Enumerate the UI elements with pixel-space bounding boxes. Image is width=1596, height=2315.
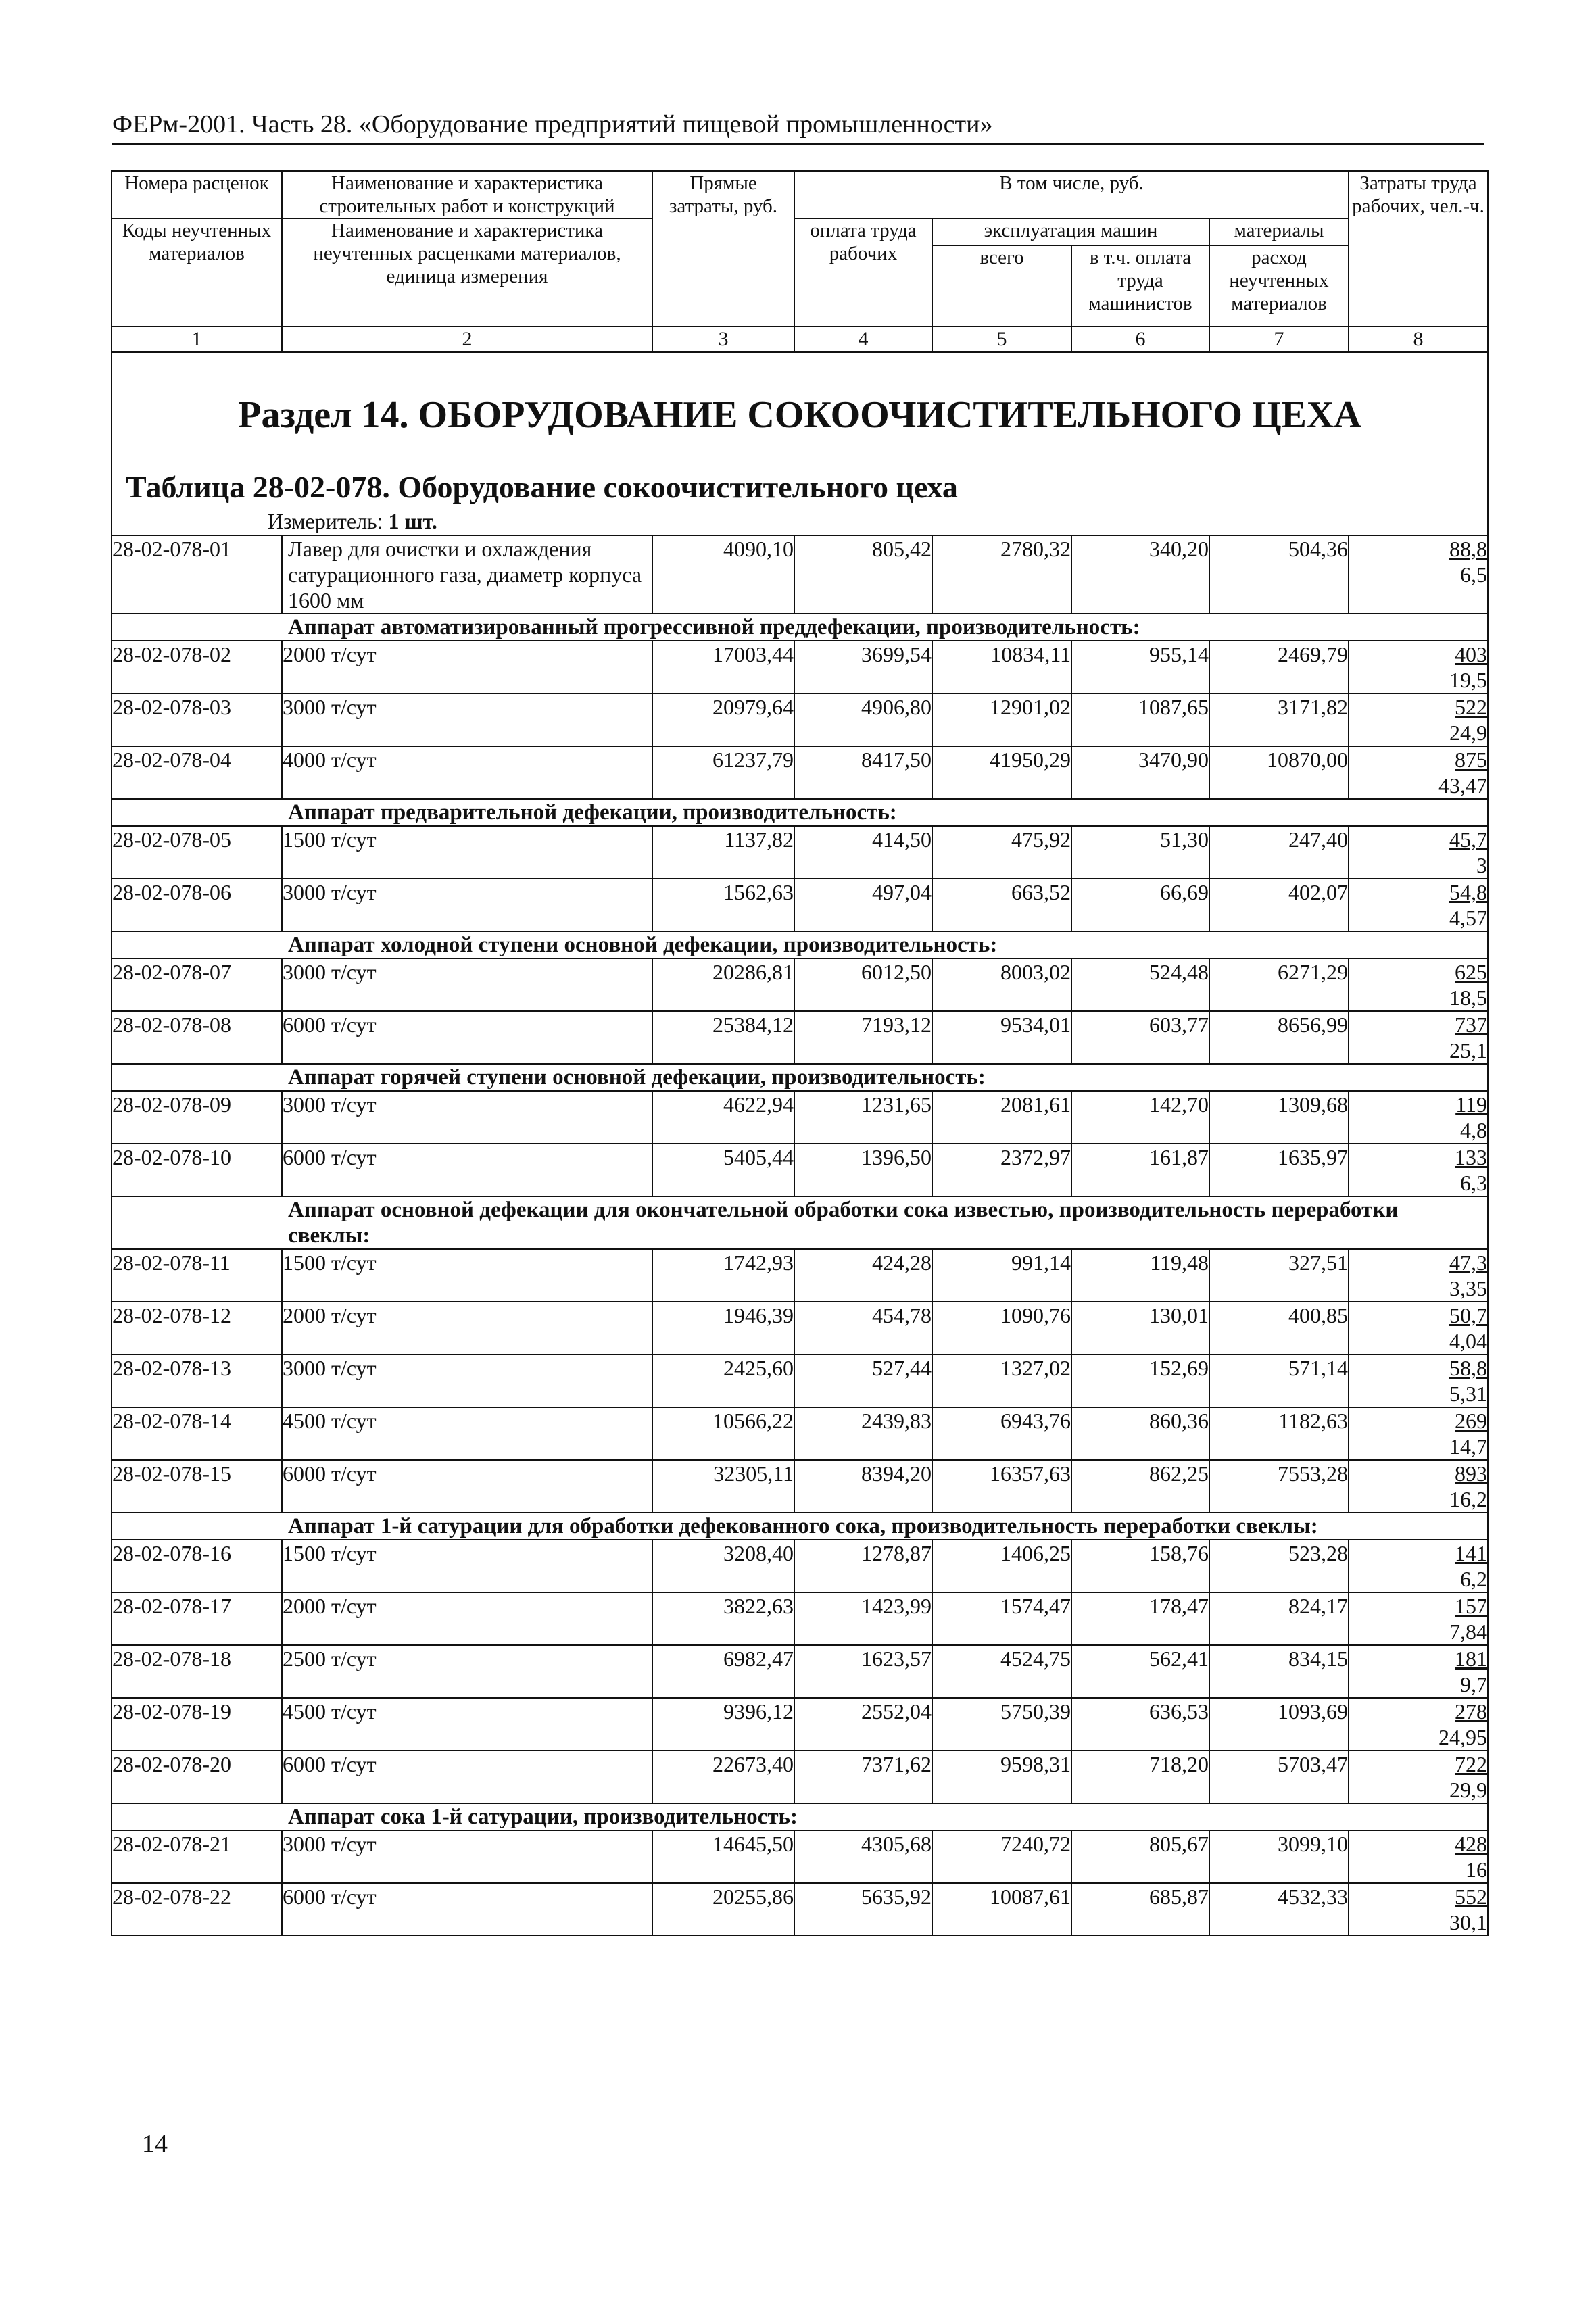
group-caption-row: [112, 1196, 1488, 1249]
table-row: [112, 1460, 1488, 1513]
column-number: 3: [652, 326, 794, 352]
machines-total-value: 2780,32: [932, 535, 1071, 614]
worker-pay-value: 6012,50: [794, 958, 932, 1011]
operator-pay-value: 161,87: [1071, 1144, 1209, 1196]
labor-mass-cell: [1349, 1249, 1488, 1302]
table-row: [112, 1830, 1488, 1883]
page-number: 14: [142, 2130, 168, 2158]
operator-pay-value: 524,48: [1071, 958, 1209, 1011]
labor-mass-cell: [1349, 641, 1488, 693]
worker-pay-value: 2552,04: [794, 1698, 932, 1751]
equipment-mass-value: 7,84: [1449, 1619, 1487, 1644]
table-row: [112, 1355, 1488, 1407]
measure-label: Измеритель:: [268, 509, 383, 533]
header-labor-costs: Затраты труда рабочих, чел.-ч.: [1349, 171, 1488, 326]
equipment-mass-value: 24,9: [1449, 721, 1487, 745]
measure-value: 1 шт.: [388, 509, 437, 533]
table-row: [112, 958, 1488, 1011]
equipment-mass-value: 29,9: [1449, 1778, 1487, 1802]
direct-costs-value: 14645,50: [652, 1830, 794, 1883]
equipment-mass-value: 5,31: [1449, 1382, 1487, 1406]
header-material-name: Наименование и характеристика неучтенных расценками материалов, единица измерения: [282, 218, 652, 326]
labor-hours-value: 269: [1455, 1409, 1487, 1433]
group-caption-cell: [112, 799, 1488, 826]
labor-hours-value: 119: [1455, 1092, 1487, 1117]
rate-code: 28-02-078-09: [112, 1091, 282, 1144]
rate-code: 28-02-078-02: [112, 641, 282, 693]
labor-mass-cell: [1349, 1540, 1488, 1592]
operator-pay-value: 562,41: [1071, 1645, 1209, 1698]
materials-value: 3099,10: [1209, 1830, 1349, 1883]
direct-costs-value: 1137,82: [652, 826, 794, 879]
work-name: 6000 т/сут: [282, 1883, 652, 1936]
equipment-mass-value: 6,3: [1460, 1171, 1487, 1195]
materials-value: 834,15: [1209, 1645, 1349, 1698]
materials-value: 1093,69: [1209, 1698, 1349, 1751]
rate-code: 28-02-078-08: [112, 1011, 282, 1064]
direct-costs-value: 20255,86: [652, 1883, 794, 1936]
equipment-mass-value: 4,8: [1460, 1118, 1487, 1142]
group-caption: Аппарат сока 1-й сатурации, производительность:: [288, 1805, 798, 1829]
machines-total-value: 16357,63: [932, 1460, 1071, 1513]
materials-value: 5703,47: [1209, 1751, 1349, 1803]
header-material-consumption: расход неучтенных материалов: [1209, 245, 1349, 326]
work-name: 4500 т/сут: [282, 1698, 652, 1751]
group-caption-row: [112, 614, 1488, 641]
rate-code: 28-02-078-04: [112, 746, 282, 799]
machines-total-value: 2081,61: [932, 1091, 1071, 1144]
header-direct-costs: Прямые затраты, руб.: [652, 171, 794, 326]
header-machines-total: всего: [932, 245, 1071, 326]
direct-costs-value: 2425,60: [652, 1355, 794, 1407]
labor-hours-value: 54,8: [1449, 880, 1487, 904]
labor-hours-value: 625: [1455, 960, 1487, 984]
equipment-mass-value: 4,04: [1449, 1329, 1487, 1353]
group-caption: Аппарат холодной ступени основной дефекации, производительность:: [288, 933, 998, 957]
table-row: [112, 693, 1488, 746]
direct-costs-value: 25384,12: [652, 1011, 794, 1064]
group-caption: Аппарат предварительной дефекации, производительность:: [288, 800, 897, 825]
group-caption-cell: [112, 614, 1488, 641]
rate-code: 28-02-078-15: [112, 1460, 282, 1513]
table-body: [112, 171, 1488, 1936]
worker-pay-value: 4906,80: [794, 693, 932, 746]
operator-pay-value: 158,76: [1071, 1540, 1209, 1592]
labor-mass-cell: [1349, 535, 1488, 614]
group-caption-row: [112, 1513, 1488, 1540]
labor-mass-cell: [1349, 746, 1488, 799]
direct-costs-value: 4090,10: [652, 535, 794, 614]
group-caption-cell: [112, 1803, 1488, 1830]
equipment-mass-value: 16,2: [1449, 1487, 1487, 1511]
column-number: 1: [112, 326, 282, 352]
materials-value: 1635,97: [1209, 1144, 1349, 1196]
machines-total-value: 8003,02: [932, 958, 1071, 1011]
worker-pay-value: 424,28: [794, 1249, 932, 1302]
worker-pay-value: 414,50: [794, 826, 932, 879]
materials-value: 8656,99: [1209, 1011, 1349, 1064]
operator-pay-value: 66,69: [1071, 879, 1209, 931]
equipment-mass-value: 30,1: [1449, 1910, 1487, 1934]
direct-costs-value: 32305,11: [652, 1460, 794, 1513]
equipment-mass-value: 25,1: [1449, 1038, 1487, 1063]
labor-hours-value: 403: [1455, 642, 1487, 666]
direct-costs-value: 61237,79: [652, 746, 794, 799]
labor-mass-cell: [1349, 1698, 1488, 1751]
materials-value: 1182,63: [1209, 1407, 1349, 1460]
table-row: [112, 1407, 1488, 1460]
work-name: 6000 т/сут: [282, 1011, 652, 1064]
direct-costs-value: 9396,12: [652, 1698, 794, 1751]
labor-mass-cell: [1349, 1460, 1488, 1513]
group-caption-row: [112, 1064, 1488, 1091]
column-number: 6: [1071, 326, 1209, 352]
machines-total-value: 1090,76: [932, 1302, 1071, 1355]
labor-mass-cell: [1349, 1302, 1488, 1355]
materials-value: 6271,29: [1209, 958, 1349, 1011]
labor-hours-value: 181: [1455, 1647, 1487, 1671]
table-row: [112, 1592, 1488, 1645]
equipment-mass-value: 16: [1466, 1857, 1487, 1882]
labor-hours-value: 278: [1455, 1699, 1487, 1724]
machines-total-value: 41950,29: [932, 746, 1071, 799]
direct-costs-value: 1742,93: [652, 1249, 794, 1302]
running-header: ФЕРм-2001. Часть 28. «Оборудование предприятий пищевой промышленности»: [112, 108, 1484, 145]
operator-pay-value: 340,20: [1071, 535, 1209, 614]
group-caption-cell: [112, 1064, 1488, 1091]
rate-code: 28-02-078-11: [112, 1249, 282, 1302]
materials-value: 400,85: [1209, 1302, 1349, 1355]
labor-hours-value: 133: [1455, 1145, 1487, 1169]
machines-total-value: 2372,97: [932, 1144, 1071, 1196]
table-row: [112, 1249, 1488, 1302]
header-worker-pay: оплата труда рабочих: [794, 218, 932, 326]
machines-total-value: 663,52: [932, 879, 1071, 931]
equipment-mass-value: 19,5: [1449, 668, 1487, 692]
labor-mass-cell: [1349, 826, 1488, 879]
header-including: В том числе, руб.: [794, 171, 1349, 218]
operator-pay-value: 955,14: [1071, 641, 1209, 693]
direct-costs-value: 4622,94: [652, 1091, 794, 1144]
machines-total-value: 4524,75: [932, 1645, 1071, 1698]
equipment-mass-value: 3,35: [1449, 1276, 1487, 1300]
header-rate-numbers: Номера расценок: [112, 171, 282, 218]
equipment-mass-value: 18,5: [1449, 985, 1487, 1010]
materials-value: 7553,28: [1209, 1460, 1349, 1513]
table-row: [112, 879, 1488, 931]
rate-code: 28-02-078-10: [112, 1144, 282, 1196]
rate-code: 28-02-078-21: [112, 1830, 282, 1883]
materials-value: 2469,79: [1209, 641, 1349, 693]
section-title-cell: [112, 352, 1488, 535]
machines-total-value: 1574,47: [932, 1592, 1071, 1645]
direct-costs-value: 22673,40: [652, 1751, 794, 1803]
direct-costs-value: 10566,22: [652, 1407, 794, 1460]
equipment-mass-value: 43,47: [1438, 773, 1487, 798]
equipment-mass-value: 24,95: [1438, 1725, 1487, 1749]
machines-total-value: 10834,11: [932, 641, 1071, 693]
labor-mass-cell: [1349, 1751, 1488, 1803]
measure-unit: [112, 505, 1487, 535]
operator-pay-value: 130,01: [1071, 1302, 1209, 1355]
rate-code: 28-02-078-18: [112, 1645, 282, 1698]
equipment-mass-value: 3: [1476, 853, 1487, 877]
labor-hours-value: 157: [1455, 1594, 1487, 1618]
rate-code: 28-02-078-01: [112, 535, 282, 614]
operator-pay-value: 685,87: [1071, 1883, 1209, 1936]
work-name: 3000 т/сут: [282, 1830, 652, 1883]
work-name: 6000 т/сут: [282, 1751, 652, 1803]
materials-value: 4532,33: [1209, 1883, 1349, 1936]
equipment-mass-value: 9,7: [1460, 1672, 1487, 1697]
operator-pay-value: 178,47: [1071, 1592, 1209, 1645]
rate-code: 28-02-078-22: [112, 1883, 282, 1936]
group-caption-row: [112, 799, 1488, 826]
work-name: 3000 т/сут: [282, 693, 652, 746]
machines-total-value: 5750,39: [932, 1698, 1071, 1751]
materials-value: 247,40: [1209, 826, 1349, 879]
operator-pay-value: 142,70: [1071, 1091, 1209, 1144]
equipment-mass-value: 4,57: [1449, 906, 1487, 930]
machines-total-value: 9598,31: [932, 1751, 1071, 1803]
work-name: 4500 т/сут: [282, 1407, 652, 1460]
work-name: 2000 т/сут: [282, 1302, 652, 1355]
worker-pay-value: 1396,50: [794, 1144, 932, 1196]
labor-hours-value: 428: [1455, 1832, 1487, 1856]
operator-pay-value: 119,48: [1071, 1249, 1209, 1302]
direct-costs-value: 17003,44: [652, 641, 794, 693]
machines-total-value: 475,92: [932, 826, 1071, 879]
rate-code: 28-02-078-19: [112, 1698, 282, 1751]
labor-mass-cell: [1349, 1592, 1488, 1645]
rate-code: 28-02-078-12: [112, 1302, 282, 1355]
work-name: 3000 т/сут: [282, 1355, 652, 1407]
machines-total-value: 991,14: [932, 1249, 1071, 1302]
table-row: [112, 535, 1488, 614]
worker-pay-value: 3699,54: [794, 641, 932, 693]
operator-pay-value: 603,77: [1071, 1011, 1209, 1064]
table-title: Таблица 28-02-078. Оборудование сокоочистительного цеха: [126, 470, 958, 504]
work-name: 3000 т/сут: [282, 958, 652, 1011]
header-materials: материалы: [1209, 218, 1349, 245]
rate-code: 28-02-078-07: [112, 958, 282, 1011]
table-row: [112, 826, 1488, 879]
work-name: 1500 т/сут: [282, 1249, 652, 1302]
materials-value: 1309,68: [1209, 1091, 1349, 1144]
materials-value: 571,14: [1209, 1355, 1349, 1407]
materials-value: 10870,00: [1209, 746, 1349, 799]
labor-mass-cell: [1349, 1883, 1488, 1936]
rate-code: 28-02-078-06: [112, 879, 282, 931]
work-name: 2000 т/сут: [282, 1592, 652, 1645]
operator-pay-value: 718,20: [1071, 1751, 1209, 1803]
labor-mass-cell: [1349, 1091, 1488, 1144]
column-number: 5: [932, 326, 1071, 352]
labor-hours-value: 58,8: [1449, 1356, 1487, 1380]
work-name: 4000 т/сут: [282, 746, 652, 799]
work-name: 2000 т/сут: [282, 641, 652, 693]
header-material-codes: Коды неучтенных материалов: [112, 218, 282, 326]
group-caption: Аппарат основной дефекации для окончательной обработки сока известью, производительность переработки свеклы:: [288, 1198, 1399, 1248]
section-title: Раздел 14. ОБОРУДОВАНИЕ СОКООЧИСТИТЕЛЬНОГО ЦЕХА: [238, 394, 1361, 436]
labor-mass-cell: [1349, 693, 1488, 746]
worker-pay-value: 1278,87: [794, 1540, 932, 1592]
work-name: Лавер для очистки и охлаждения сатурационного газа, диаметр корпуса 1600 мм: [282, 535, 652, 614]
labor-hours-value: 88,8: [1449, 537, 1487, 561]
table-row: [112, 1751, 1488, 1803]
table-row: [112, 1698, 1488, 1751]
worker-pay-value: 5635,92: [794, 1883, 932, 1936]
operator-pay-value: 805,67: [1071, 1830, 1209, 1883]
materials-value: 824,17: [1209, 1592, 1349, 1645]
operator-pay-value: 1087,65: [1071, 693, 1209, 746]
rate-code: 28-02-078-03: [112, 693, 282, 746]
table-row: [112, 1091, 1488, 1144]
worker-pay-value: 527,44: [794, 1355, 932, 1407]
work-name: 6000 т/сут: [282, 1144, 652, 1196]
labor-mass-cell: [1349, 1645, 1488, 1698]
group-caption-cell: [112, 931, 1488, 958]
operator-pay-value: 862,25: [1071, 1460, 1209, 1513]
worker-pay-value: 1623,57: [794, 1645, 932, 1698]
table-row: [112, 1144, 1488, 1196]
group-caption: Аппарат автоматизированный прогрессивной преддефекации, производительность:: [288, 615, 1140, 639]
operator-pay-value: 860,36: [1071, 1407, 1209, 1460]
table-row: [112, 1645, 1488, 1698]
worker-pay-value: 805,42: [794, 535, 932, 614]
group-caption: Аппарат горячей ступени основной дефекации, производительность:: [288, 1065, 986, 1090]
direct-costs-value: 20286,81: [652, 958, 794, 1011]
table-row: [112, 1302, 1488, 1355]
labor-mass-cell: [1349, 1407, 1488, 1460]
work-name: 1500 т/сут: [282, 1540, 652, 1592]
worker-pay-value: 2439,83: [794, 1407, 932, 1460]
machines-total-value: 12901,02: [932, 693, 1071, 746]
machines-total-value: 9534,01: [932, 1011, 1071, 1064]
worker-pay-value: 8417,50: [794, 746, 932, 799]
table-row: [112, 1540, 1488, 1592]
equipment-mass-value: 6,2: [1460, 1567, 1487, 1591]
machines-total-value: 1406,25: [932, 1540, 1071, 1592]
direct-costs-value: 3822,63: [652, 1592, 794, 1645]
operator-pay-value: 51,30: [1071, 826, 1209, 879]
equipment-mass-value: 14,7: [1449, 1434, 1487, 1459]
materials-value: 523,28: [1209, 1540, 1349, 1592]
machines-total-value: 10087,61: [932, 1883, 1071, 1936]
operator-pay-value: 636,53: [1071, 1698, 1209, 1751]
table-row: [112, 746, 1488, 799]
table-row: [112, 641, 1488, 693]
labor-mass-cell: [1349, 1830, 1488, 1883]
direct-costs-value: 5405,44: [652, 1144, 794, 1196]
column-number: 2: [282, 326, 652, 352]
labor-hours-value: 552: [1455, 1884, 1487, 1909]
worker-pay-value: 1231,65: [794, 1091, 932, 1144]
rate-code: 28-02-078-05: [112, 826, 282, 879]
rate-code: 28-02-078-16: [112, 1540, 282, 1592]
worker-pay-value: 7371,62: [794, 1751, 932, 1803]
materials-value: 504,36: [1209, 535, 1349, 614]
rates-table: [111, 170, 1489, 1936]
labor-mass-cell: [1349, 958, 1488, 1011]
labor-hours-value: 522: [1455, 695, 1487, 719]
machines-total-value: 1327,02: [932, 1355, 1071, 1407]
worker-pay-value: 1423,99: [794, 1592, 932, 1645]
work-name: 3000 т/сут: [282, 879, 652, 931]
column-number: 4: [794, 326, 932, 352]
direct-costs-value: 6982,47: [652, 1645, 794, 1698]
work-name: 2500 т/сут: [282, 1645, 652, 1698]
labor-mass-cell: [1349, 1011, 1488, 1064]
rate-code: 28-02-078-20: [112, 1751, 282, 1803]
group-caption: Аппарат 1-й сатурации для обработки дефекованного сока, производительность переработки свеклы:: [288, 1514, 1318, 1538]
labor-hours-value: 875: [1455, 748, 1487, 772]
column-number: 7: [1209, 326, 1349, 352]
labor-hours-value: 893: [1455, 1461, 1487, 1486]
direct-costs-value: 20979,64: [652, 693, 794, 746]
labor-mass-cell: [1349, 1144, 1488, 1196]
materials-value: 402,07: [1209, 879, 1349, 931]
header-operator-pay: в т.ч. оплата труда машинистов: [1071, 245, 1209, 326]
equipment-mass-value: 6,5: [1460, 562, 1487, 587]
worker-pay-value: 7193,12: [794, 1011, 932, 1064]
table-row: [112, 1883, 1488, 1936]
worker-pay-value: 4305,68: [794, 1830, 932, 1883]
machines-total-value: 7240,72: [932, 1830, 1071, 1883]
table-row: [112, 1011, 1488, 1064]
operator-pay-value: 152,69: [1071, 1355, 1209, 1407]
header-work-name: Наименование и характеристика строительных работ и конструкций: [282, 171, 652, 218]
worker-pay-value: 454,78: [794, 1302, 932, 1355]
labor-mass-cell: [1349, 1355, 1488, 1407]
header-machine-operation: эксплуатация машин: [932, 218, 1209, 245]
worker-pay-value: 8394,20: [794, 1460, 932, 1513]
direct-costs-value: 3208,40: [652, 1540, 794, 1592]
rate-code: 28-02-078-17: [112, 1592, 282, 1645]
work-name: 6000 т/сут: [282, 1460, 652, 1513]
labor-hours-value: 45,7: [1449, 827, 1487, 852]
labor-hours-value: 50,7: [1449, 1303, 1487, 1327]
group-caption-cell: [112, 1196, 1488, 1249]
materials-value: 3171,82: [1209, 693, 1349, 746]
labor-hours-value: 47,3: [1449, 1250, 1487, 1275]
rate-code: 28-02-078-13: [112, 1355, 282, 1407]
labor-hours-value: 141: [1455, 1541, 1487, 1565]
operator-pay-value: 3470,90: [1071, 746, 1209, 799]
labor-hours-value: 737: [1455, 1013, 1487, 1037]
work-name: 1500 т/сут: [282, 826, 652, 879]
direct-costs-value: 1562,63: [652, 879, 794, 931]
worker-pay-value: 497,04: [794, 879, 932, 931]
labor-hours-value: 722: [1455, 1752, 1487, 1776]
group-caption-row: [112, 931, 1488, 958]
machines-total-value: 6943,76: [932, 1407, 1071, 1460]
work-name: 3000 т/сут: [282, 1091, 652, 1144]
labor-mass-cell: [1349, 879, 1488, 931]
group-caption-row: [112, 1803, 1488, 1830]
materials-value: 327,51: [1209, 1249, 1349, 1302]
column-number: 8: [1349, 326, 1488, 352]
rate-code: 28-02-078-14: [112, 1407, 282, 1460]
group-caption-cell: [112, 1513, 1488, 1540]
direct-costs-value: 1946,39: [652, 1302, 794, 1355]
